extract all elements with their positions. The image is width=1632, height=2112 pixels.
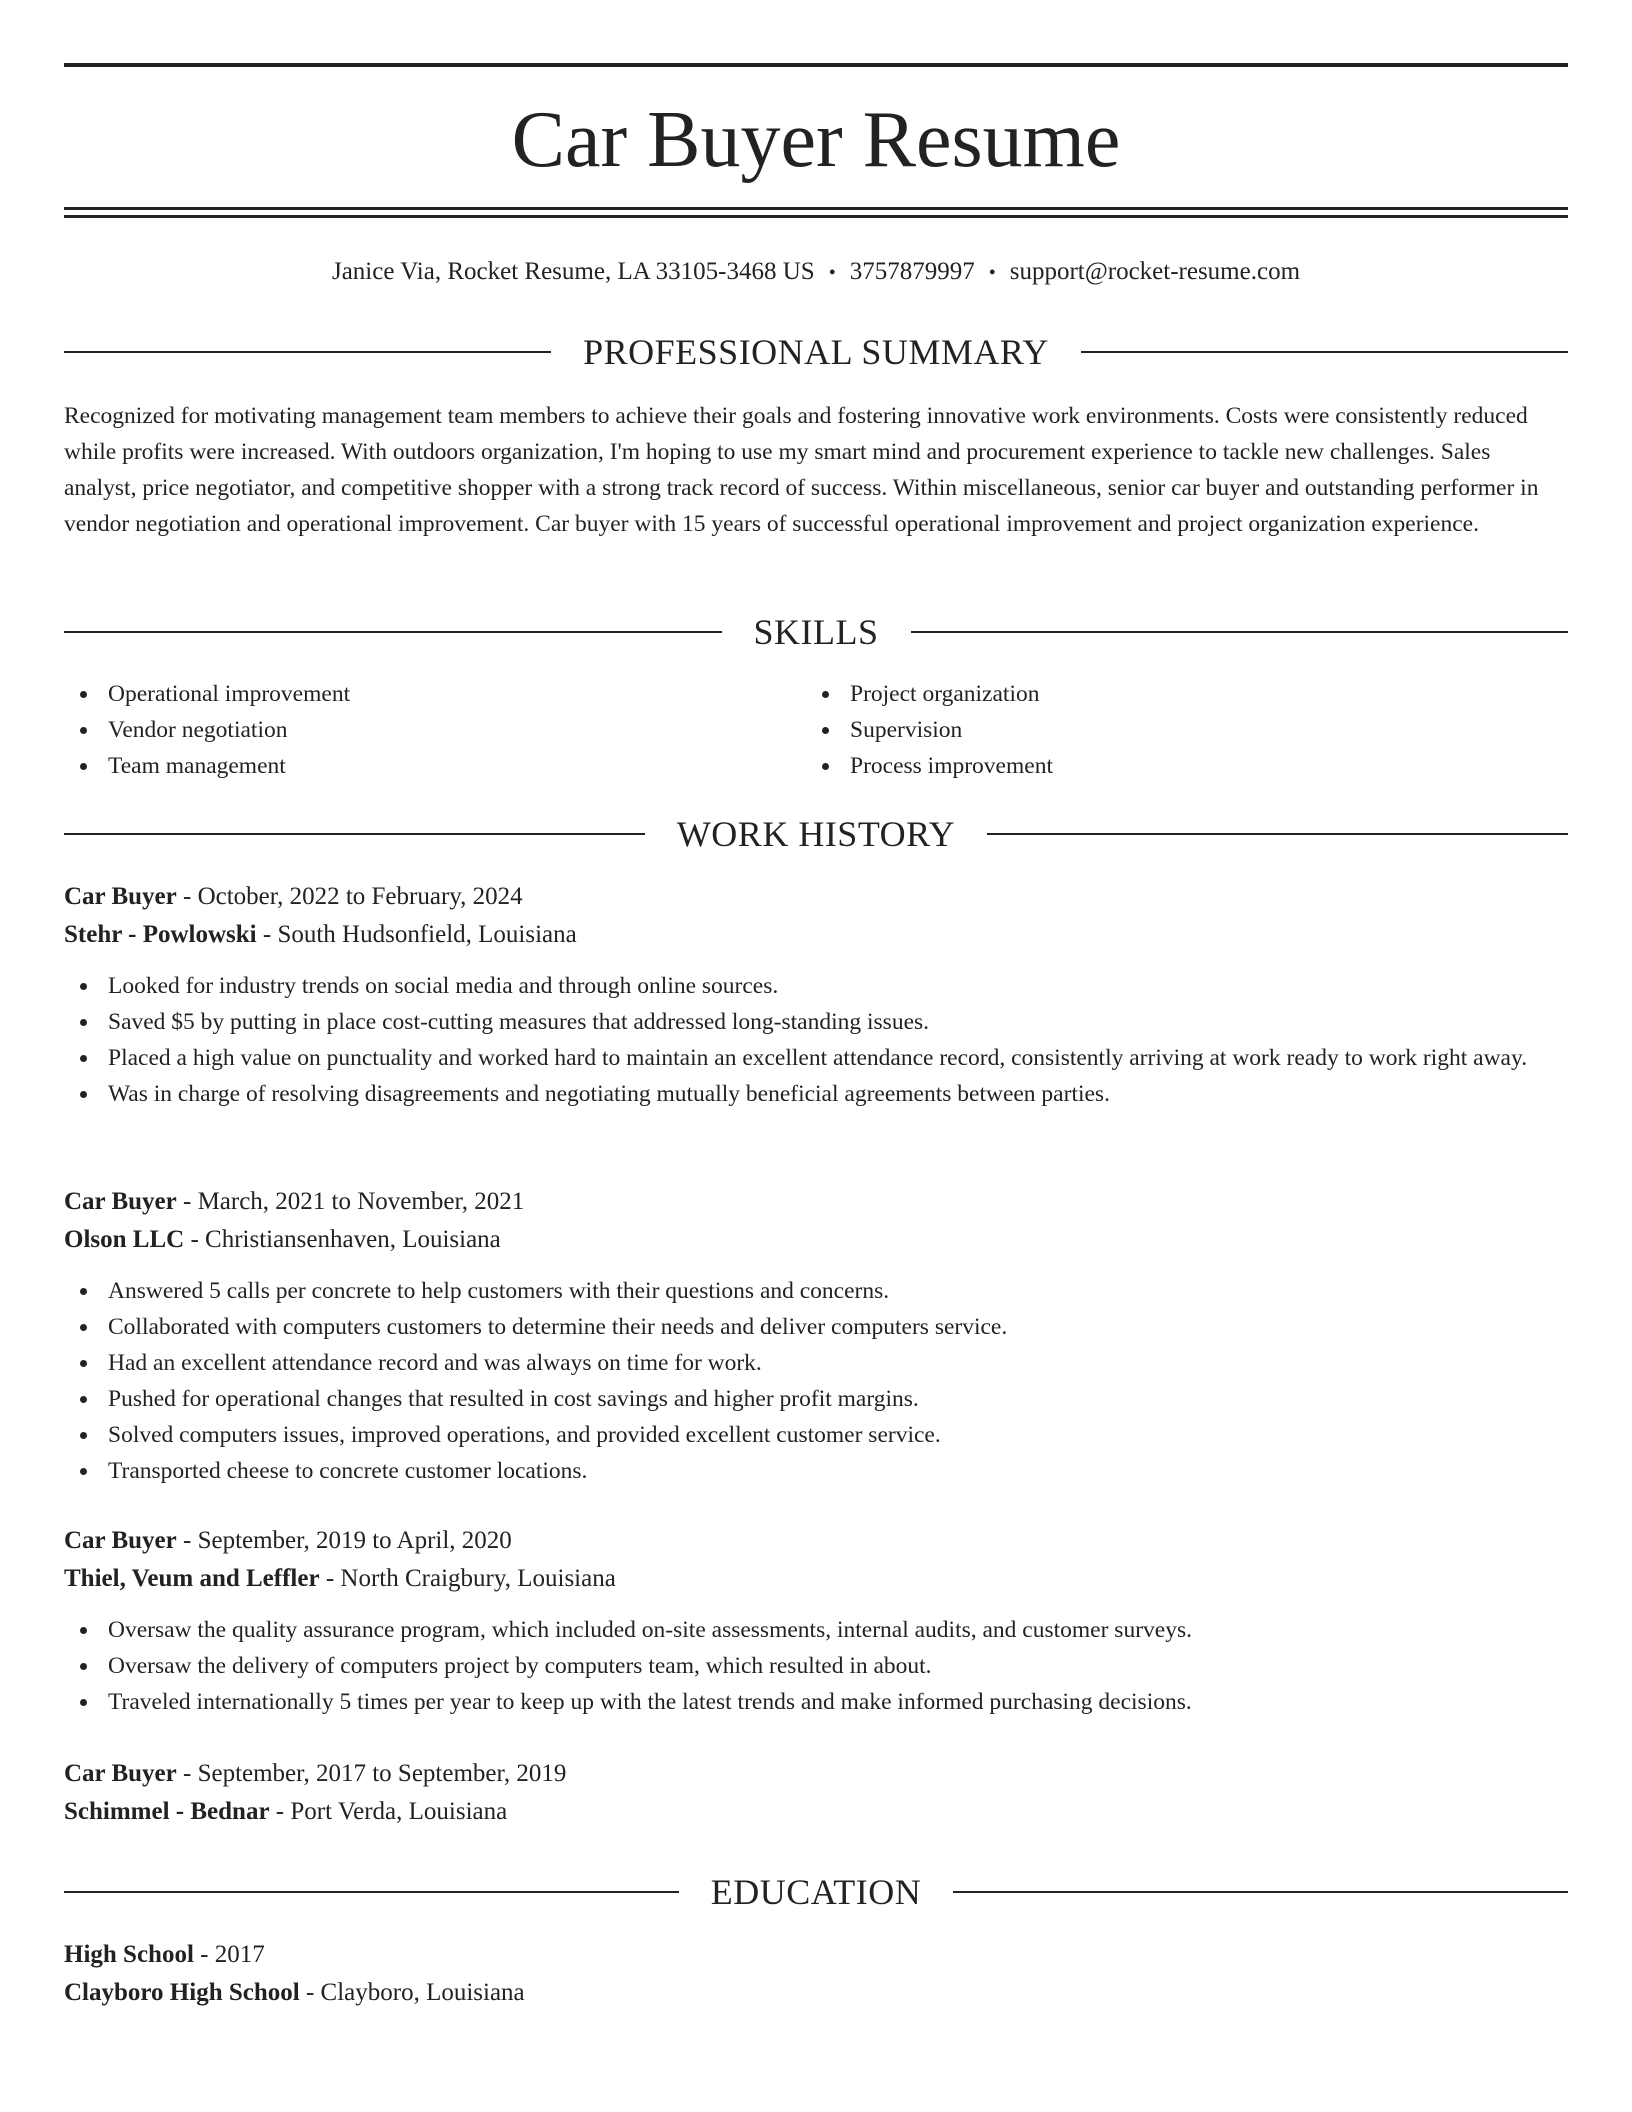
skills-list-left xyxy=(64,676,764,784)
job-bullet: Placed a high value on punctuality and worked hard to maintain an excellent attendance record, consistently arriving at work ready to work right away. xyxy=(64,1040,1568,1076)
job-company: Olson LLC xyxy=(64,1226,185,1253)
job-title-line xyxy=(64,1522,1568,1560)
job-company: Schimmel - Bednar xyxy=(64,1798,270,1825)
heading-rule-right xyxy=(1081,351,1568,353)
education-degree-line xyxy=(64,1936,1568,1974)
job-title-line xyxy=(64,878,1568,916)
job-title: Car Buyer xyxy=(64,1527,177,1554)
work-history-heading-label: WORK HISTORY xyxy=(676,814,956,854)
job-bullet: Looked for industry trends on social media and through online sources. xyxy=(64,968,1568,1004)
education-degree: High School xyxy=(64,1941,194,1968)
skill-item: Team management xyxy=(64,748,764,784)
title-rule-upper xyxy=(64,207,1568,210)
contact-separator: • xyxy=(828,262,836,284)
job-dates: October, 2022 to February, 2024 xyxy=(197,883,523,910)
summary-heading-label: PROFESSIONAL SUMMARY xyxy=(583,332,1049,372)
heading-rule-left xyxy=(64,631,722,633)
education-heading-label: EDUCATION xyxy=(710,1872,922,1912)
job-bullet: Saved $5 by putting in place cost-cutting measures that addressed long-standing issues. xyxy=(64,1004,1568,1040)
heading-rule-right xyxy=(987,833,1568,835)
skills-heading xyxy=(64,612,1568,652)
job-bullet: Answered 5 calls per concrete to help customers with their questions and concerns. xyxy=(64,1273,1568,1309)
job-bullet: Oversaw the quality assurance program, which included on-site assessments, internal audits, and customer surveys. xyxy=(64,1612,1568,1648)
contact-line xyxy=(64,254,1568,291)
job-company-line xyxy=(64,916,1568,954)
summary-text: Recognized for motivating management team members to achieve their goals and fostering innovative work environments. Costs were consistently reduced while profits were increased. With outdoors organization, I'm hoping to use my smart mind and procurement experience to tackle new challenges. Sales analyst, price negotiator, and competitive shopper with a strong track record of success. Within miscellaneous, senior car buyer and outstanding performer in vendor negotiation and operational improvement. Car buyer with 15 years of successful operational improvement and project organization experience. xyxy=(64,403,1539,537)
contact-address: Janice Via, Rocket Resume, LA 33105-3468 US xyxy=(331,258,815,285)
heading-rule-left xyxy=(64,1891,679,1893)
page-title: Car Buyer Resume xyxy=(511,96,1121,184)
education-school-line xyxy=(64,1974,1568,2012)
heading-rule-left xyxy=(64,833,645,835)
skill-item: Operational improvement xyxy=(64,676,764,712)
dash: - xyxy=(176,1188,198,1215)
job-title: Car Buyer xyxy=(64,1188,177,1215)
job-company: Stehr - Powlowski xyxy=(64,921,257,948)
job-dates: March, 2021 to November, 2021 xyxy=(197,1188,525,1215)
job-bullets xyxy=(64,1612,1568,1720)
job-bullets xyxy=(64,968,1568,1112)
job-bullet: Traveled internationally 5 times per year to keep up with the latest trends and make informed purchasing decisions. xyxy=(64,1684,1568,1720)
job-entry xyxy=(64,1183,1568,1489)
dash: - xyxy=(184,1226,206,1253)
work-history-heading xyxy=(64,814,1568,854)
education-school: Clayboro High School xyxy=(64,1979,300,2006)
job-entry xyxy=(64,878,1568,1112)
job-location: Port Verda, Louisiana xyxy=(290,1798,508,1825)
job-bullets xyxy=(64,1273,1568,1489)
job-title: Car Buyer xyxy=(64,883,177,910)
job-title-line xyxy=(64,1183,1568,1221)
heading-rule-left xyxy=(64,351,551,353)
dash: - xyxy=(299,1979,321,2006)
skills-list-right xyxy=(806,676,1506,784)
job-company-line xyxy=(64,1793,1568,1831)
job-location: Christiansenhaven, Louisiana xyxy=(205,1226,501,1253)
job-bullet: Collaborated with computers customers to determine their needs and deliver computers service. xyxy=(64,1309,1568,1345)
contact-email: support@rocket-resume.com xyxy=(1009,258,1301,285)
skill-item: Supervision xyxy=(806,712,1506,748)
heading-rule-right xyxy=(911,631,1569,633)
education-year: 2017 xyxy=(214,1941,265,1968)
education-location: Clayboro, Louisiana xyxy=(320,1979,525,2006)
dash: - xyxy=(176,883,198,910)
skill-item: Project organization xyxy=(806,676,1506,712)
job-dates: September, 2019 to April, 2020 xyxy=(197,1527,512,1554)
skills-heading-label: SKILLS xyxy=(753,612,879,652)
dash: - xyxy=(193,1941,215,1968)
skill-item: Vendor negotiation xyxy=(64,712,764,748)
job-company: Thiel, Veum and Leffler xyxy=(64,1565,320,1592)
job-bullet: Had an excellent attendance record and was always on time for work. xyxy=(64,1345,1568,1381)
job-dates: September, 2017 to September, 2019 xyxy=(197,1760,567,1787)
job-entry xyxy=(64,1522,1568,1720)
dash: - xyxy=(319,1565,341,1592)
job-bullet: Pushed for operational changes that resulted in cost savings and higher profit margins. xyxy=(64,1381,1568,1417)
job-bullet: Transported cheese to concrete customer locations. xyxy=(64,1453,1568,1489)
job-company-line xyxy=(64,1221,1568,1259)
job-title: Car Buyer xyxy=(64,1760,177,1787)
heading-rule-right xyxy=(953,1891,1568,1893)
dash: - xyxy=(269,1798,291,1825)
dash: - xyxy=(256,921,278,948)
job-company-line xyxy=(64,1560,1568,1598)
dash: - xyxy=(176,1760,198,1787)
skill-item: Process improvement xyxy=(806,748,1506,784)
job-bullet: Solved computers issues, improved operations, and provided excellent customer service. xyxy=(64,1417,1568,1453)
summary-heading xyxy=(64,332,1568,372)
contact-phone: 3757879997 xyxy=(849,258,975,285)
education-entry xyxy=(64,1936,1568,2012)
top-rule xyxy=(64,63,1568,67)
job-location: North Craigbury, Louisiana xyxy=(340,1565,616,1592)
title-rule-lower xyxy=(64,215,1568,218)
job-entry xyxy=(64,1755,1568,1831)
job-bullet: Was in charge of resolving disagreements and negotiating mutually beneficial agreements between parties. xyxy=(64,1076,1568,1112)
job-title-line xyxy=(64,1755,1568,1793)
dash: - xyxy=(176,1527,198,1554)
education-heading xyxy=(64,1872,1568,1912)
job-location: South Hudsonfield, Louisiana xyxy=(277,921,577,948)
job-bullet: Oversaw the delivery of computers project by computers team, which resulted in about. xyxy=(64,1648,1568,1684)
contact-separator: • xyxy=(988,262,996,284)
